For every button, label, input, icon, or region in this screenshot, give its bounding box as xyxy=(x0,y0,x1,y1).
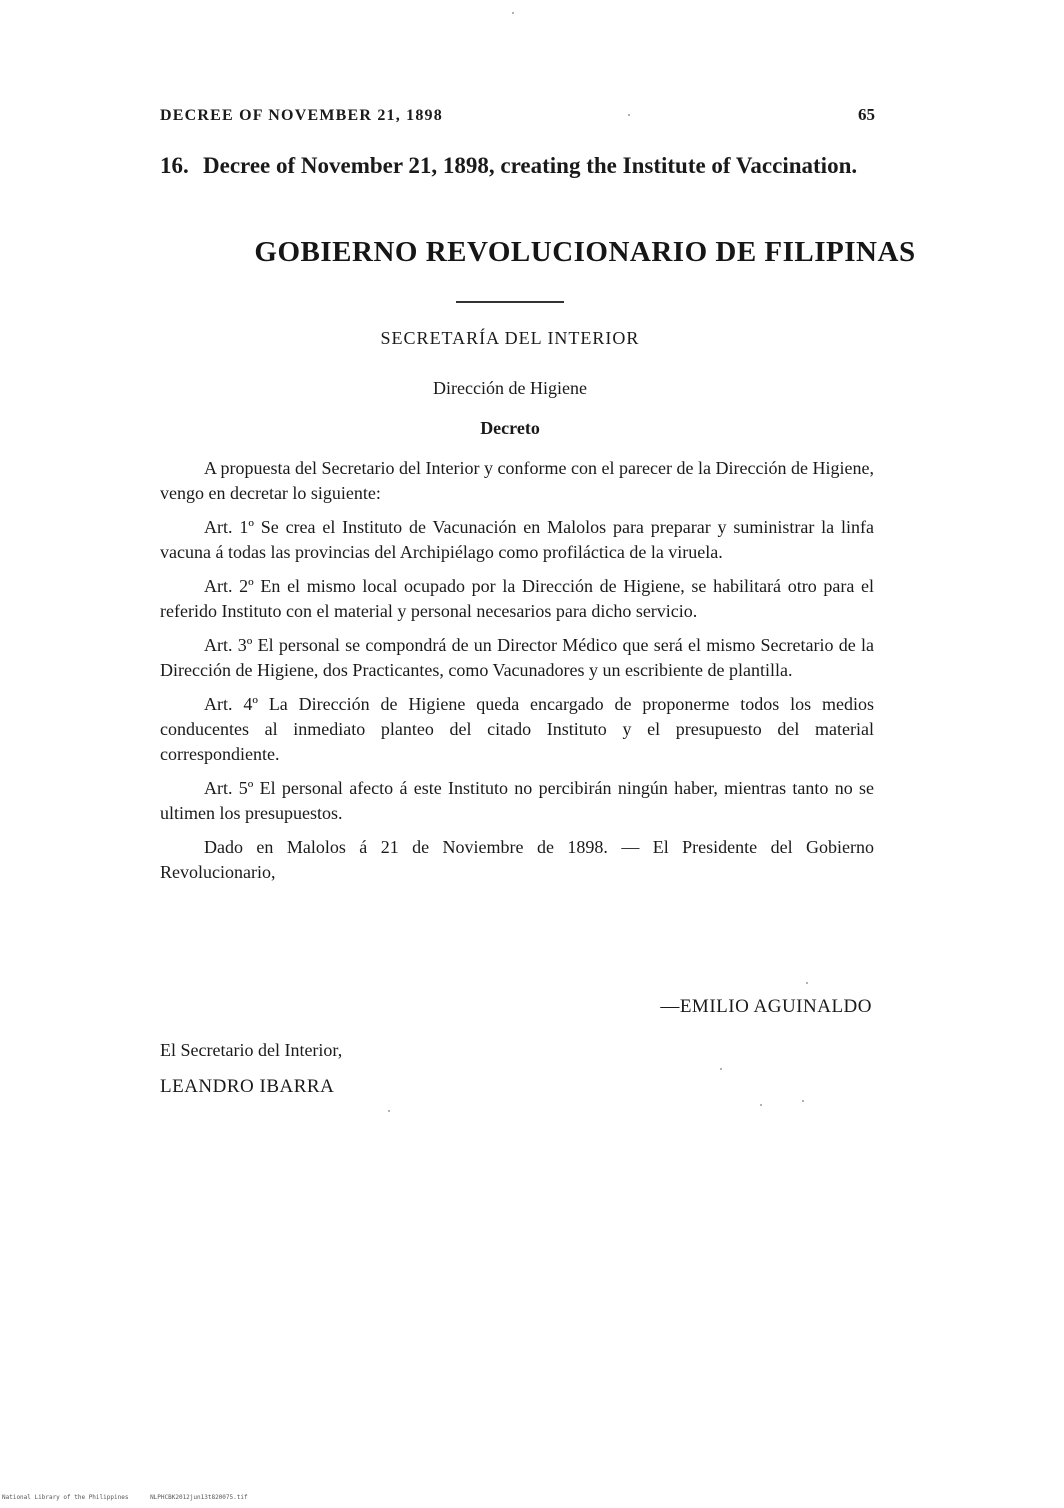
article-3: Art. 3º El personal se compondrá de un Director Médico que será el mismo Secretario de la Dirección de Higiene, dos Practicantes, como Vacunadores y un escribiente de plantilla. xyxy=(160,635,874,680)
scan-speck xyxy=(806,982,808,984)
president-signature: —EMILIO AGUINALDO xyxy=(660,996,872,1017)
scan-speck xyxy=(512,12,514,14)
document-heading xyxy=(160,152,876,179)
office-title: Dirección de Higiene xyxy=(433,378,587,398)
divider-rule xyxy=(456,301,564,303)
scan-speck xyxy=(628,114,630,116)
secretary-label: El Secretario del Interior, xyxy=(160,1040,343,1060)
heading-number: 16. xyxy=(160,153,189,178)
document-type: Decreto xyxy=(480,418,540,438)
article-1: Art. 1º Se crea el Instituto de Vacunación en Malolos para preparar y suministrar la linfa vacuna á todas las provincias del Archipiélago como profiláctica de la viruela. xyxy=(160,517,874,562)
scan-speck xyxy=(760,1104,762,1106)
secretary-name: LEANDRO IBARRA xyxy=(160,1076,335,1097)
scan-speck xyxy=(720,1068,722,1070)
scan-footer xyxy=(2,1494,266,1501)
footer-file-id: NLPHCBK2012jun13t820075.tif xyxy=(150,1494,248,1501)
paragraph-preamble: A propuesta del Secretario del Interior y conforme con el parecer de la Dirección de Higiene, vengo en decretar lo siguiente: xyxy=(160,458,874,503)
running-header: DECREE OF NOVEMBER 21, 1898 xyxy=(160,107,443,124)
article-2: Art. 2º En el mismo local ocupado por la Dirección de Higiene, se habilitará otro para el referido Instituto con el material y personal necesarios para dicho servicio. xyxy=(160,576,874,621)
article-4: Art. 4º La Dirección de Higiene queda encargado de proponerme todos los medios conducentes al inmediato planteo del citado Instituto y el presupuesto del material correspondiente. xyxy=(160,694,874,764)
page-number: 65 xyxy=(858,105,875,124)
article-5: Art. 5º El personal afecto á este Instituto no percibirán ningún haber, mientras tanto no se ultimen los presupuestos. xyxy=(160,778,874,823)
footer-library: National Library of the Philippines xyxy=(2,1494,129,1501)
scan-speck xyxy=(802,1100,804,1102)
department-title: SECRETARÍA DEL INTERIOR xyxy=(380,328,640,348)
heading-title: Decree of November 21, 1898, creating the Institute of Vaccination. xyxy=(203,153,858,178)
scan-speck xyxy=(388,1110,390,1112)
decree-body xyxy=(160,456,874,894)
closing-paragraph: Dado en Malolos á 21 de Noviembre de 1898. — El Presidente del Gobierno Revolucionario, xyxy=(160,837,874,882)
government-title: GOBIERNO REVOLUCIONARIO DE FILIPINAS xyxy=(254,236,916,268)
